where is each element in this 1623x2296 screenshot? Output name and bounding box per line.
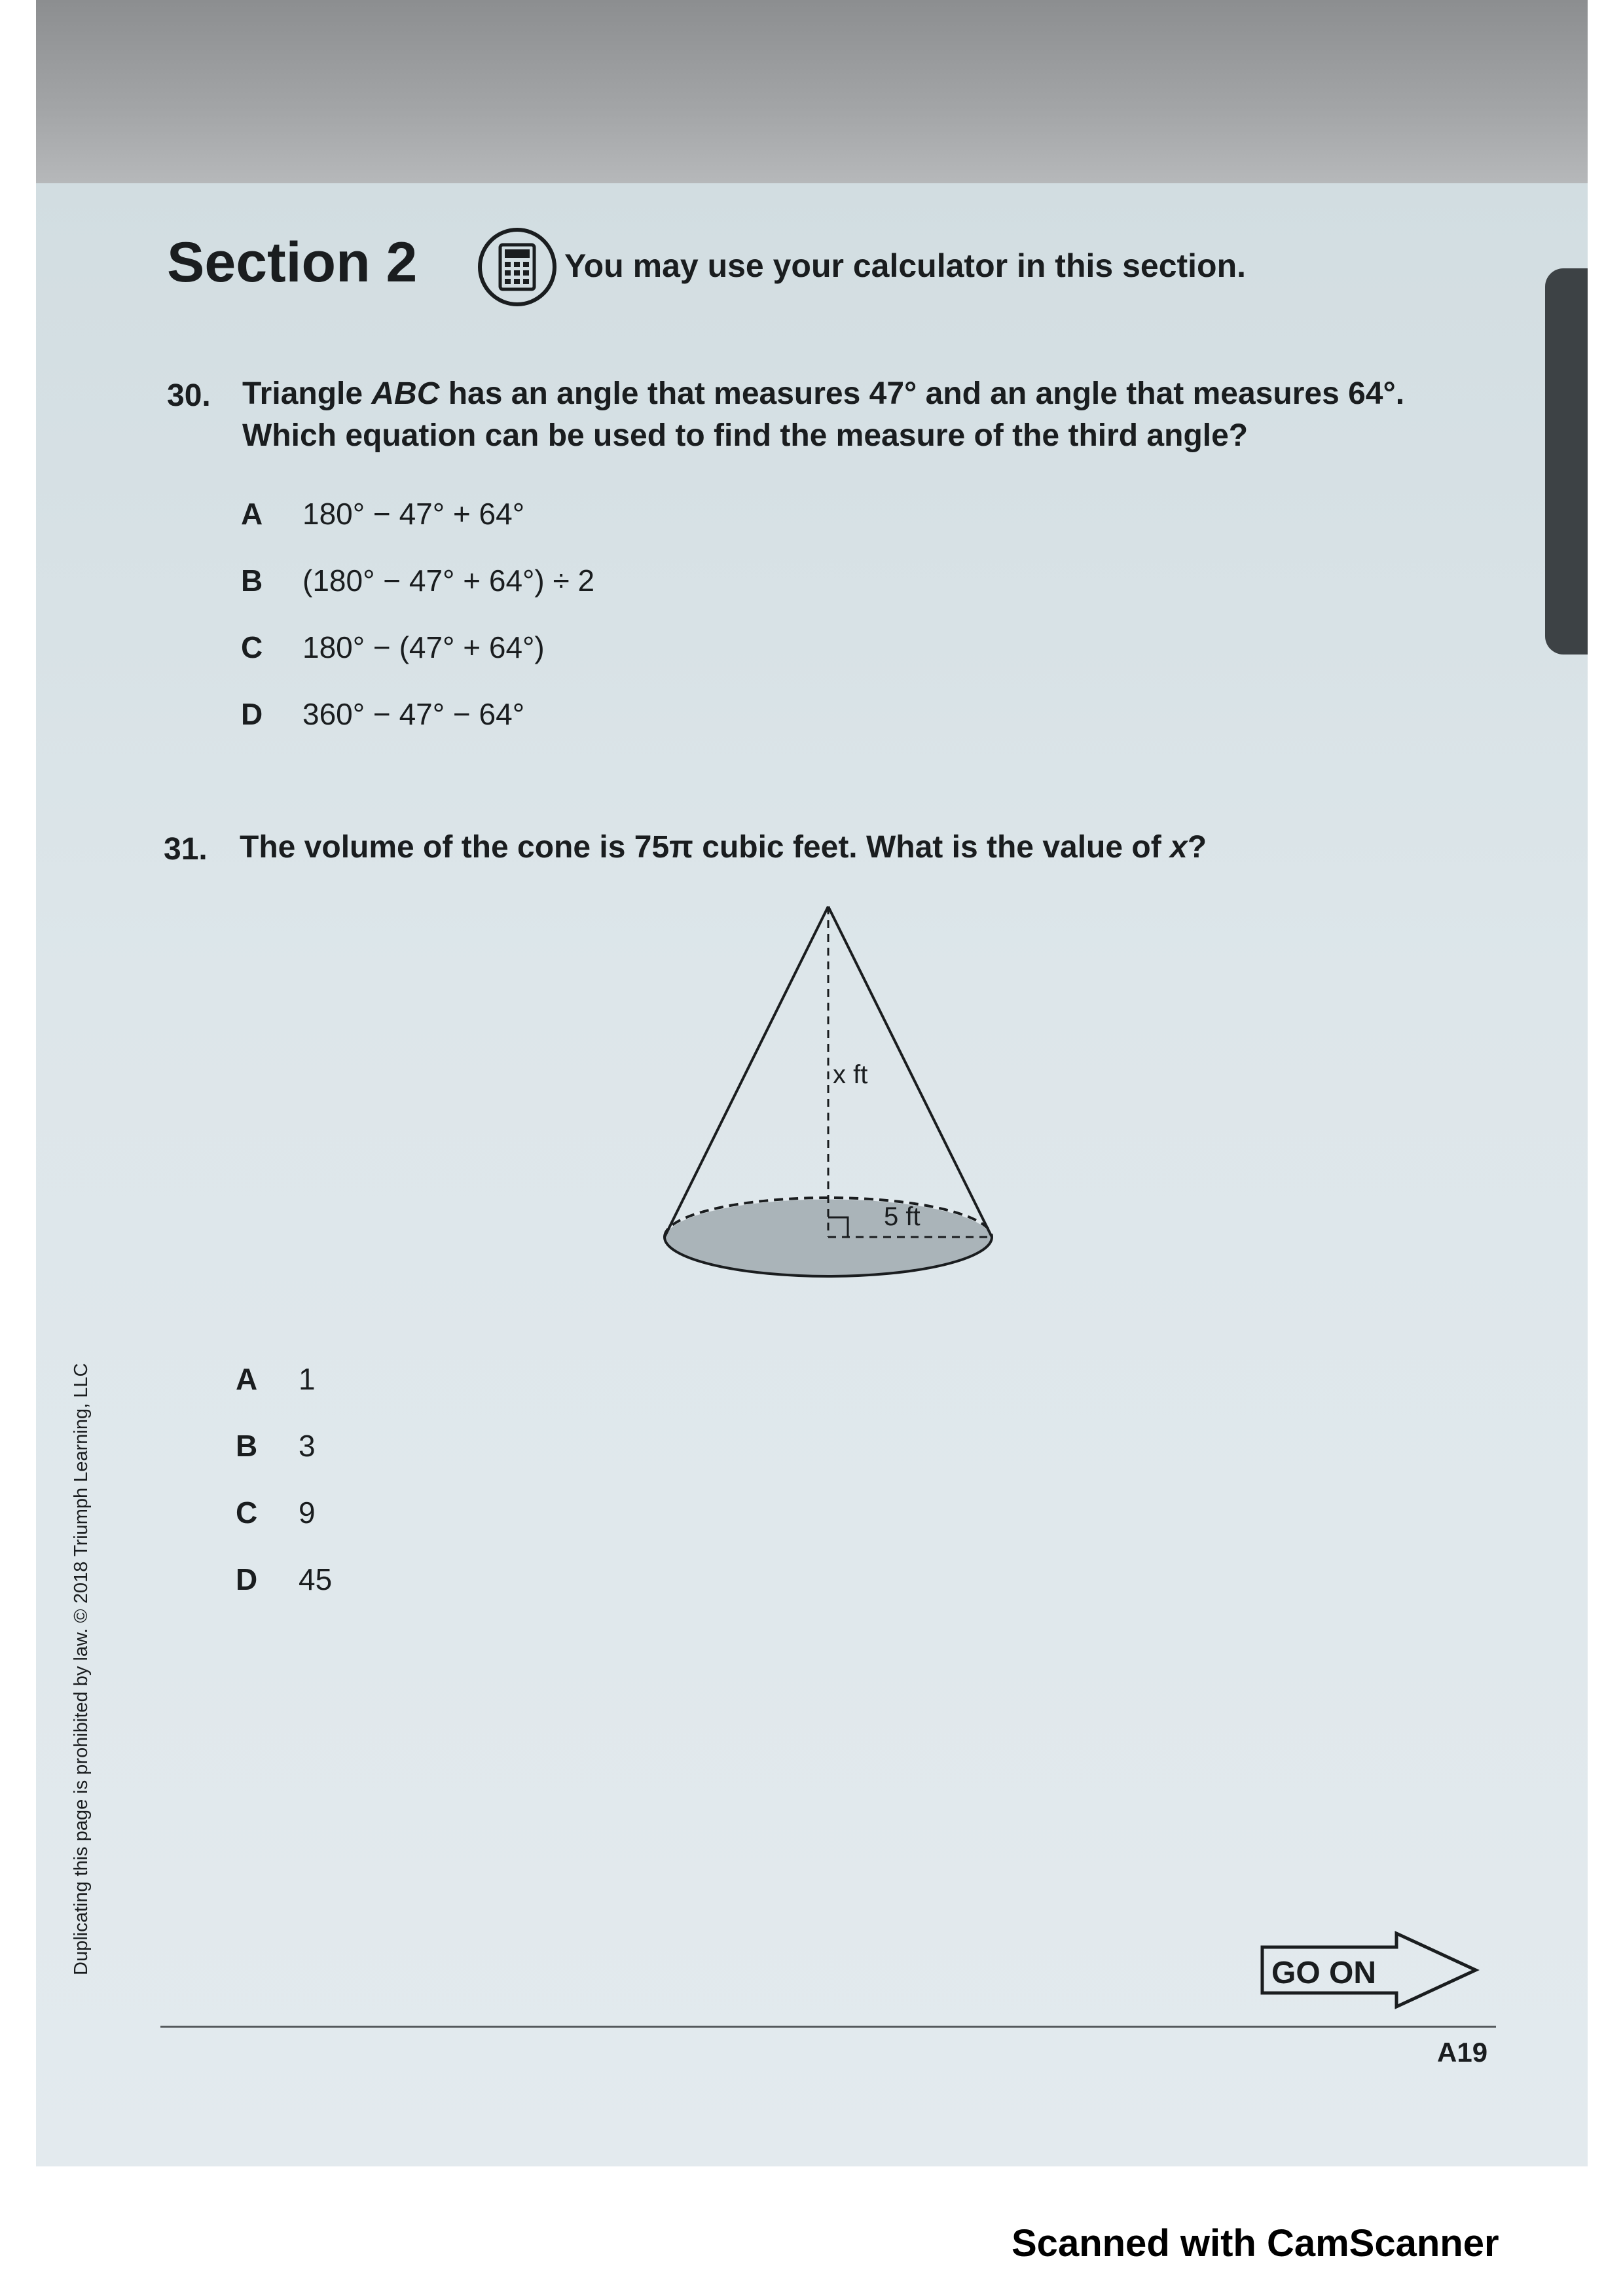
cone-height-label: x ft bbox=[833, 1060, 868, 1089]
choice-31-d-letter: D bbox=[236, 1562, 258, 1596]
question-30-line-2: Which equation can be used to find the measure of the third angle? bbox=[242, 418, 1249, 453]
go-on-label: GO ON bbox=[1271, 1956, 1377, 1990]
choice-30-c-text: 180° − (47° + 64°) bbox=[302, 630, 545, 664]
cone-radius-label: 5 ft bbox=[884, 1202, 921, 1231]
question-31-number: 31. bbox=[164, 832, 208, 867]
scanner-watermark: Scanned with CamScanner bbox=[1012, 2222, 1499, 2265]
choice-30-c-letter: C bbox=[241, 630, 263, 664]
choice-30-d-letter: D bbox=[241, 697, 263, 731]
question-30-number: 30. bbox=[167, 378, 211, 413]
cone-figure bbox=[655, 897, 1008, 1283]
copyright-notice: Duplicating this page is prohibited by law. © 2018 Triumph Learning, LLC bbox=[71, 1363, 92, 1975]
choice-30-a-letter: A bbox=[241, 497, 263, 531]
choice-31-c-text: 9 bbox=[299, 1496, 316, 1530]
question-30-line-1: Triangle ABC has an angle that measures 47° and an angle that measures 64°. bbox=[242, 376, 1405, 411]
choice-31-c-letter: C bbox=[236, 1496, 258, 1530]
choice-30-a-text: 180° − 47° + 64° bbox=[302, 497, 525, 531]
section-title: Section 2 bbox=[167, 231, 418, 294]
question-30-text bbox=[242, 373, 1404, 457]
question-31-text: The volume of the cone is 75π cubic feet. What is the value of x? bbox=[240, 830, 1207, 865]
side-tab bbox=[1545, 268, 1588, 655]
choice-31-b-text: 3 bbox=[299, 1429, 316, 1463]
footer-rule bbox=[160, 2026, 1496, 2028]
page-number: A19 bbox=[1437, 2037, 1488, 2068]
calculator-note: You may use your calculator in this section. bbox=[564, 247, 1247, 284]
choice-31-a-letter: A bbox=[236, 1362, 258, 1396]
choice-31-d-text: 45 bbox=[299, 1562, 333, 1596]
choice-30-b-text: (180° − 47° + 64°) ÷ 2 bbox=[302, 564, 595, 598]
choice-31-a-text: 1 bbox=[299, 1362, 316, 1396]
choice-30-b-letter: B bbox=[241, 564, 263, 598]
choice-30-d-text: 360° − 47° − 64° bbox=[302, 697, 525, 731]
scan-top-shadow bbox=[36, 0, 1588, 183]
calculator-icon bbox=[477, 226, 558, 311]
choice-31-b-letter: B bbox=[236, 1429, 258, 1463]
